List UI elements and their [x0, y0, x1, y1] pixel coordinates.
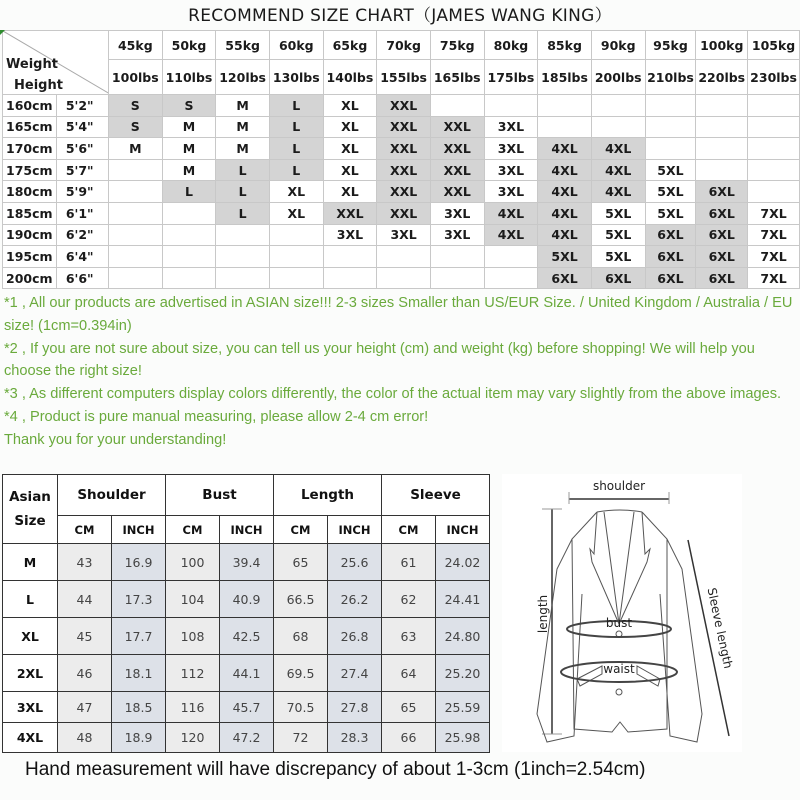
unit-cm-header: CM	[382, 516, 436, 544]
size-cell: XXL	[377, 95, 431, 117]
size-cell	[108, 159, 162, 181]
size-cell: S	[108, 116, 162, 138]
weight-lbs-header: 100lbs	[108, 60, 162, 95]
size-cell: 4XL	[591, 181, 645, 203]
size-cell: XXL	[323, 202, 377, 224]
size-cell: L	[269, 95, 323, 117]
waist-label: waist	[603, 662, 635, 676]
weight-kg-header: 100kg	[696, 31, 748, 60]
unit-inch-header: INCH	[220, 516, 274, 544]
size-cell	[323, 267, 377, 289]
measurement-group-header: Length	[274, 475, 382, 516]
size-label: 3XL	[3, 692, 58, 723]
size-cell: 7XL	[748, 267, 800, 289]
size-cell	[108, 267, 162, 289]
size-cell	[216, 224, 270, 246]
size-cell: XXL	[377, 159, 431, 181]
note-2: *2 , If you are not sure about size, you can tell us your height (cm) and weight (kg) before shopping! We will help you choose the right size!	[4, 340, 755, 380]
size-cell: 7XL	[748, 246, 800, 268]
size-cell	[748, 95, 800, 117]
inch-value: 24.41	[436, 581, 490, 618]
size-cell	[216, 246, 270, 268]
size-cell: 6XL	[696, 202, 748, 224]
size-cell: 4XL	[484, 224, 538, 246]
cm-value: 104	[166, 581, 220, 618]
height-cm: 175cm	[3, 159, 57, 181]
size-cell: 7XL	[748, 224, 800, 246]
size-cell: 3XL	[323, 224, 377, 246]
size-cell	[696, 95, 748, 117]
inch-value: 44.1	[220, 655, 274, 692]
size-label: L	[3, 581, 58, 618]
size-cell	[377, 246, 431, 268]
note-thanks: Thank you for your understanding!	[4, 431, 227, 448]
size-cell: M	[216, 138, 270, 160]
cm-value: 70.5	[274, 692, 328, 723]
size-cell: XL	[323, 138, 377, 160]
height-ft: 5'9"	[56, 181, 108, 203]
length-label: length	[536, 594, 550, 634]
weight-label: Weight	[6, 57, 58, 72]
cm-value: 69.5	[274, 655, 328, 692]
height-cm: 180cm	[3, 181, 57, 203]
size-cell: M	[162, 138, 216, 160]
size-cell: 4XL	[591, 138, 645, 160]
cm-value: 63	[382, 618, 436, 655]
height-row	[3, 267, 800, 289]
size-cell	[323, 246, 377, 268]
size-cell: 6XL	[696, 224, 748, 246]
height-row	[3, 95, 800, 117]
size-cell	[108, 202, 162, 224]
size-cell: 6XL	[645, 224, 696, 246]
cm-value: 47	[58, 692, 112, 723]
size-cell: XL	[323, 181, 377, 203]
size-cell: XXL	[430, 138, 484, 160]
cm-value: 72	[274, 723, 328, 753]
size-cell: 3XL	[377, 224, 431, 246]
size-cell: M	[162, 159, 216, 181]
size-cell: S	[162, 95, 216, 117]
size-cell: L	[216, 159, 270, 181]
measurement-row	[3, 655, 490, 692]
size-label: XL	[3, 618, 58, 655]
size-cell	[162, 246, 216, 268]
weight-lbs-header: 165lbs	[430, 60, 484, 95]
weight-lbs-header: 220lbs	[696, 60, 748, 95]
height-ft: 5'2"	[56, 95, 108, 117]
height-row	[3, 202, 800, 224]
cm-value: 64	[382, 655, 436, 692]
size-cell: 4XL	[484, 202, 538, 224]
size-cell: XXL	[430, 116, 484, 138]
size-cell: XXL	[377, 138, 431, 160]
size-cell: L	[216, 181, 270, 203]
height-ft: 6'2"	[56, 224, 108, 246]
note-3: *3 , As different computers display colors differently, the color of the actual item may vary slightly from the above images.	[4, 386, 782, 403]
size-cell	[591, 95, 645, 117]
size-cell: XL	[323, 116, 377, 138]
cm-value: 45	[58, 618, 112, 655]
size-cell	[696, 138, 748, 160]
inch-value: 27.8	[328, 692, 382, 723]
height-ft: 6'1"	[56, 202, 108, 224]
size-cell	[108, 246, 162, 268]
inch-value: 42.5	[220, 618, 274, 655]
size-notes	[4, 292, 800, 452]
height-row	[3, 159, 800, 181]
weight-kg-row	[3, 31, 800, 60]
weight-lbs-header: 130lbs	[269, 60, 323, 95]
measurement-group-row	[3, 475, 490, 516]
weight-kg-header: 45kg	[108, 31, 162, 60]
size-cell: M	[162, 116, 216, 138]
weight-lbs-header: 185lbs	[538, 60, 592, 95]
size-cell	[162, 224, 216, 246]
weight-kg-header: 80kg	[484, 31, 538, 60]
size-cell	[269, 224, 323, 246]
inch-value: 25.59	[436, 692, 490, 723]
size-cell	[162, 267, 216, 289]
inch-value: 26.8	[328, 618, 382, 655]
measurement-row	[3, 544, 490, 581]
inch-value: 16.9	[112, 544, 166, 581]
size-cell	[645, 138, 696, 160]
size-cell: 6XL	[645, 246, 696, 268]
size-cell: 4XL	[591, 159, 645, 181]
measurement-group-header: Bust	[166, 475, 274, 516]
unit-inch-header: INCH	[112, 516, 166, 544]
size-cell	[645, 116, 696, 138]
unit-cm-header: CM	[274, 516, 328, 544]
cm-value: 116	[166, 692, 220, 723]
cm-value: 100	[166, 544, 220, 581]
size-cell: 3XL	[484, 181, 538, 203]
measurement-group-header: Shoulder	[58, 475, 166, 516]
size-cell: XL	[323, 95, 377, 117]
weight-kg-header: 85kg	[538, 31, 592, 60]
height-cm: 195cm	[3, 246, 57, 268]
note-1: *1 , All our products are advertised in ASIAN size!!! 2-3 sizes Smaller than US/EUR Size. / United Kingdom / Australia / EU size! (1cm=0.394in)	[4, 295, 793, 334]
size-cell: L	[162, 181, 216, 203]
height-cm: 200cm	[3, 267, 57, 289]
weight-height-corner	[3, 31, 109, 95]
weight-kg-header: 50kg	[162, 31, 216, 60]
size-cell: XXL	[430, 181, 484, 203]
size-cell: XL	[269, 202, 323, 224]
weight-kg-header: 60kg	[269, 31, 323, 60]
chart-title: RECOMMEND SIZE CHART（JAMES WANG KING）	[188, 6, 612, 26]
sleeve-length-label: Sleeve length	[704, 586, 736, 670]
height-row	[3, 138, 800, 160]
size-cell	[645, 95, 696, 117]
weight-lbs-header: 110lbs	[162, 60, 216, 95]
size-label: 4XL	[3, 723, 58, 753]
size-cell: 6XL	[696, 246, 748, 268]
height-ft: 6'4"	[56, 246, 108, 268]
inch-value: 26.2	[328, 581, 382, 618]
size-cell: 3XL	[484, 116, 538, 138]
inch-value: 24.80	[436, 618, 490, 655]
size-cell	[538, 116, 592, 138]
size-cell: 6XL	[696, 181, 748, 203]
weight-kg-header: 75kg	[430, 31, 484, 60]
weight-lbs-header: 140lbs	[323, 60, 377, 95]
measurement-row	[3, 581, 490, 618]
cell-marker-icon	[0, 30, 5, 35]
inch-value: 25.20	[436, 655, 490, 692]
size-cell: 5XL	[645, 159, 696, 181]
size-cell: L	[269, 116, 323, 138]
size-cell: 5XL	[538, 246, 592, 268]
size-cell: 6XL	[696, 267, 748, 289]
size-cell: 7XL	[748, 202, 800, 224]
size-cell: 4XL	[538, 181, 592, 203]
measurement-row	[3, 692, 490, 723]
size-cell	[108, 224, 162, 246]
size-cell: 6XL	[591, 267, 645, 289]
height-row	[3, 116, 800, 138]
inch-value: 40.9	[220, 581, 274, 618]
inch-value: 18.1	[112, 655, 166, 692]
inch-value: 18.5	[112, 692, 166, 723]
size-cell: 4XL	[538, 159, 592, 181]
inch-value: 17.7	[112, 618, 166, 655]
size-cell	[696, 159, 748, 181]
jacket-measurement-diagram	[502, 474, 742, 752]
size-cell	[162, 202, 216, 224]
unit-cm-header: CM	[166, 516, 220, 544]
height-row	[3, 224, 800, 246]
size-cell: 3XL	[484, 159, 538, 181]
size-cell: XXL	[377, 181, 431, 203]
weight-lbs-header: 210lbs	[645, 60, 696, 95]
height-cm: 165cm	[3, 116, 57, 138]
note-4: *4 , Product is pure manual measuring, please allow 2-4 cm error!	[4, 408, 429, 425]
weight-kg-header: 95kg	[645, 31, 696, 60]
size-cell: 5XL	[591, 202, 645, 224]
size-cell: XXL	[377, 116, 431, 138]
bust-label: bust	[605, 616, 633, 630]
size-cell: M	[108, 138, 162, 160]
size-cell: 6XL	[645, 267, 696, 289]
size-cell: L	[216, 202, 270, 224]
weight-kg-header: 70kg	[377, 31, 431, 60]
cm-value: 65	[274, 544, 328, 581]
inch-value: 25.6	[328, 544, 382, 581]
size-cell: 6XL	[538, 267, 592, 289]
jacket-outline-icon	[502, 474, 742, 752]
inch-value: 28.3	[328, 723, 382, 753]
size-cell	[269, 267, 323, 289]
size-label: M	[3, 544, 58, 581]
size-recommendation-table	[2, 30, 800, 289]
size-cell	[484, 267, 538, 289]
height-ft: 5'6"	[56, 138, 108, 160]
weight-kg-header: 90kg	[591, 31, 645, 60]
size-cell: S	[108, 95, 162, 117]
size-cell	[591, 116, 645, 138]
measurement-table	[2, 474, 490, 753]
size-cell: 4XL	[538, 202, 592, 224]
cm-value: 48	[58, 723, 112, 753]
size-cell	[108, 181, 162, 203]
inch-value: 45.7	[220, 692, 274, 723]
cm-value: 66	[382, 723, 436, 753]
size-cell: L	[269, 159, 323, 181]
size-cell	[538, 95, 592, 117]
weight-lbs-row	[3, 60, 800, 95]
weight-lbs-header: 120lbs	[216, 60, 270, 95]
height-ft: 5'4"	[56, 116, 108, 138]
height-row	[3, 246, 800, 268]
size-cell	[748, 116, 800, 138]
inch-value: 47.2	[220, 723, 274, 753]
size-cell: 3XL	[430, 202, 484, 224]
size-cell: 5XL	[645, 181, 696, 203]
cm-value: 112	[166, 655, 220, 692]
size-cell: 3XL	[430, 224, 484, 246]
weight-kg-header: 55kg	[216, 31, 270, 60]
size-cell	[484, 246, 538, 268]
inch-value: 39.4	[220, 544, 274, 581]
size-cell	[748, 181, 800, 203]
inch-value: 25.98	[436, 723, 490, 753]
cm-value: 62	[382, 581, 436, 618]
size-cell: 5XL	[591, 224, 645, 246]
size-cell: 5XL	[645, 202, 696, 224]
size-cell: M	[216, 116, 270, 138]
weight-lbs-header: 175lbs	[484, 60, 538, 95]
size-cell: 4XL	[538, 138, 592, 160]
cm-value: 108	[166, 618, 220, 655]
measurement-group-header: Sleeve	[382, 475, 490, 516]
cm-value: 61	[382, 544, 436, 581]
size-cell	[269, 246, 323, 268]
asian-size-header: Asian Size	[3, 475, 58, 544]
size-cell	[748, 159, 800, 181]
height-cm: 190cm	[3, 224, 57, 246]
inch-value: 18.9	[112, 723, 166, 753]
cm-value: 65	[382, 692, 436, 723]
size-cell	[430, 246, 484, 268]
size-cell: 3XL	[484, 138, 538, 160]
cm-value: 46	[58, 655, 112, 692]
size-cell: XXL	[430, 159, 484, 181]
height-row	[3, 181, 800, 203]
height-cm: 185cm	[3, 202, 57, 224]
size-cell	[696, 116, 748, 138]
unit-cm-header: CM	[58, 516, 112, 544]
weight-lbs-header: 230lbs	[748, 60, 800, 95]
weight-lbs-header: 155lbs	[377, 60, 431, 95]
height-cm: 170cm	[3, 138, 57, 160]
cm-value: 120	[166, 723, 220, 753]
inch-value: 27.4	[328, 655, 382, 692]
inch-value: 24.02	[436, 544, 490, 581]
size-cell	[430, 95, 484, 117]
size-cell	[216, 267, 270, 289]
size-label: 2XL	[3, 655, 58, 692]
size-cell: 5XL	[591, 246, 645, 268]
unit-inch-header: INCH	[328, 516, 382, 544]
weight-kg-header: 65kg	[323, 31, 377, 60]
size-cell	[484, 95, 538, 117]
cm-value: 68	[274, 618, 328, 655]
cm-value: 43	[58, 544, 112, 581]
measurement-row	[3, 618, 490, 655]
weight-lbs-header: 200lbs	[591, 60, 645, 95]
size-cell: M	[216, 95, 270, 117]
inch-value: 17.3	[112, 581, 166, 618]
unit-row	[3, 516, 490, 544]
height-ft: 5'7"	[56, 159, 108, 181]
height-cm: 160cm	[3, 95, 57, 117]
size-cell: 4XL	[538, 224, 592, 246]
shoulder-label: shoulder	[592, 479, 646, 493]
size-cell	[748, 138, 800, 160]
weight-kg-header: 105kg	[748, 31, 800, 60]
size-cell: XL	[323, 159, 377, 181]
measurement-row	[3, 723, 490, 753]
height-label: Height	[14, 78, 63, 93]
size-cell: XL	[269, 181, 323, 203]
size-cell: XXL	[377, 202, 431, 224]
size-cell: L	[269, 138, 323, 160]
footer-note: Hand measurement will have discrepancy of about 1-3cm (1inch=2.54cm)	[25, 759, 646, 780]
unit-inch-header: INCH	[436, 516, 490, 544]
size-cell	[377, 267, 431, 289]
height-ft: 6'6"	[56, 267, 108, 289]
cm-value: 66.5	[274, 581, 328, 618]
size-cell	[430, 267, 484, 289]
cm-value: 44	[58, 581, 112, 618]
